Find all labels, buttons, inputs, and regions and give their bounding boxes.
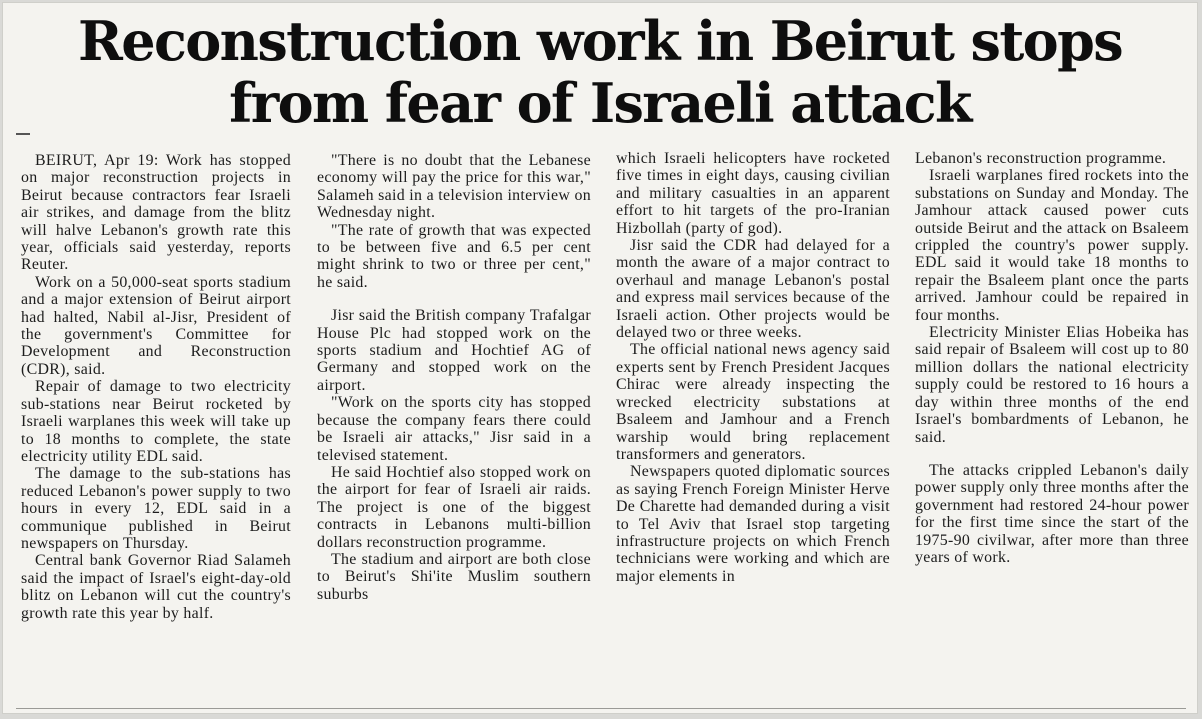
paragraph: Newspapers quoted diplomatic sources as saying French Foreign Minister Herve De Charette had demanded during a visit to Tel Aviv that Israel stop targeting infrastructure projects on which French technicians were working and which are major elements in (616, 463, 890, 585)
paragraph-spacer (317, 291, 591, 307)
paragraph: Electricity Minister Elias Hobeika has said repair of Bsaleem will cost up to 80 million dollars the national electricity supply could be restored to 16 hours a day within three months of the end Israel's bombardments of Lebanon, he said. (915, 324, 1189, 446)
paragraph-spacer (915, 446, 1189, 462)
paragraph: The official national news agency said experts sent by French President Jacques Chirac were already inspecting the wrecked electricity substations at Bsaleem and Jamhour and a French warship would bring replacement transformers and generators. (616, 341, 890, 463)
paragraph: "There is no doubt that the Lebanese economy will pay the price for this war," Salameh said in a television interview on Wednesday night. (317, 152, 591, 222)
paragraph: Israeli warplanes fired rockets into the substations on Sunday and Monday. The Jamhour attack caused power cuts outside Beirut and the attack on Bsaleem crippled the country's power supply. EDL said it would take 18 months to repair the Bsaleem plant once the parts arrived. Jamhour could be repaired in four months. (915, 167, 1189, 324)
paragraph: Central bank Governor Riad Salameh said the impact of Israel's eight-day-old blitz on Lebanon will cut the country's growth rate this year by half. (21, 552, 291, 622)
article-column-4 (915, 150, 1189, 566)
paragraph: "The rate of growth that was expected to be between five and 6.5 per cent might shrink to two or three per cent," he said. (317, 221, 591, 291)
paragraph: BEIRUT, Apr 19: Work has stopped on major reconstruction projects in Beirut because contractors fear Israeli air strikes, and damage from the blitz will halve Lebanon's growth rate this year, officials said yesterday, reports Reuter. (21, 152, 291, 274)
paragraph: The attacks crippled Lebanon's daily power supply only three months after the government had restored 24-hour power for the first time since the start of the 1975-90 civilwar, after more than three years of work. (915, 461, 1189, 566)
paragraph: which Israeli helicopters have rocketed five times in eight days, causing civilian and military casualties in an apparent effort to hit targets of the pro-Iranian Hizbollah (party of god). (616, 150, 890, 237)
paragraph: The damage to the sub-stations has reduced Lebanon's power supply to two hours in every 12, EDL said in a communique published in Beirut newspapers on Thursday. (21, 465, 291, 552)
paragraph: Repair of damage to two electricity sub-stations near Beirut rocketed by Israeli warplanes this week will take up to 18 months to complete, the state electricity utility EDL said. (21, 378, 291, 465)
paragraph: The stadium and airport are both close to Beirut's Shi'ite Muslim southern suburbs (317, 550, 591, 603)
paragraph: Lebanon's reconstruction programme. (915, 150, 1167, 167)
paragraph: He said Hochtief also stopped work on the airport for fear of Israeli air raids. The project is one of the biggest contracts in Lebanons multi-billion dollars reconstruction programme. (317, 463, 591, 551)
paragraph: Work on a 50,000-seat sports stadium and a major extension of Beirut airport had halted, Nabil al-Jisr, President of the government's Committee for Development and Reconstruction (CDR), said. (21, 273, 291, 378)
article-column-3 (616, 150, 890, 585)
paragraph: Jisr said the CDR had delayed for a month the aware of a major contract to overhaul and manage Lebanon's postal and express mail services because of the Israeli action. Other projects would be delayed two or three weeks. (616, 237, 890, 342)
article-headline: Reconstruction work in Beirut stops from fear of Israeli attack (77, 9, 1123, 135)
bottom-rule (16, 708, 1186, 709)
paragraph: "Work on the sports city has stopped because the company fears there could be Israeli air attacks," Jisr said in a televised statement. (317, 394, 591, 464)
newspaper-clipping (2, 2, 1198, 714)
article-column-2 (317, 152, 591, 603)
paragraph: Jisr said the British company Trafalgar House Plc had stopped work on the sports stadium and Hochtief AG of Germany and stopped work on the airport. (317, 307, 591, 394)
article-column-1 (21, 152, 291, 622)
